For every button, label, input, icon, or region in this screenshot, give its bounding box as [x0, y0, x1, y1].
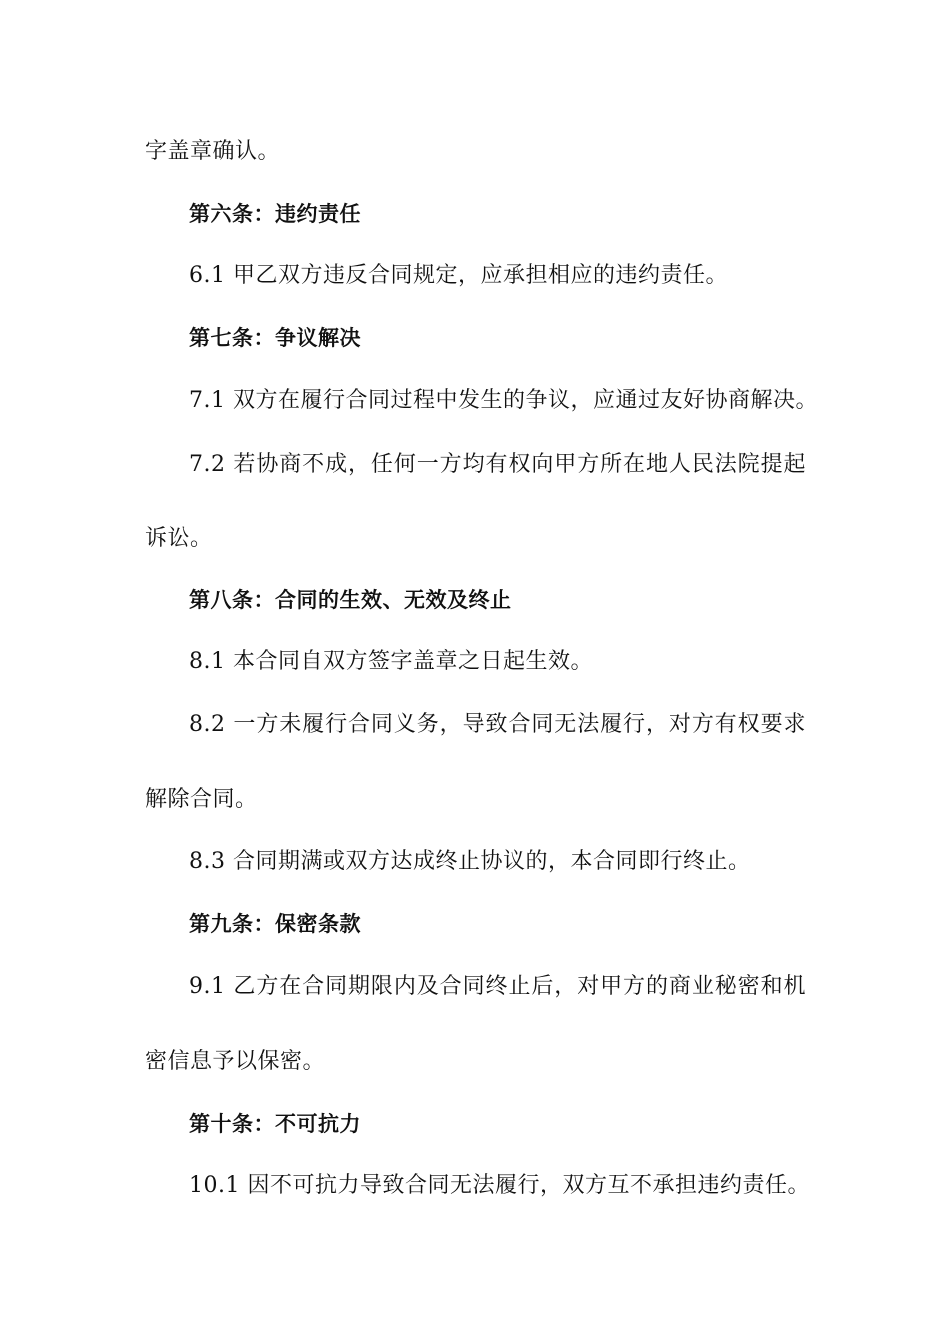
clause-7-2: 7.2 若协商不成，任何一方均有权向甲方所在地人民法院提起 — [189, 452, 806, 477]
clause-9-1-continuation: 密信息予以保密。 — [145, 1049, 326, 1074]
clause-8-2-continuation: 解除合同。 — [145, 787, 258, 812]
heading-article-7: 第七条：争议解决 — [189, 326, 361, 350]
clause-9-1: 9.1 乙方在合同期限内及合同终止后，对甲方的商业秘密和机 — [189, 974, 806, 999]
heading-article-9: 第九条：保密条款 — [189, 912, 361, 936]
clause-6-1: 6.1 甲乙双方违反合同规定，应承担相应的违约责任。 — [189, 263, 728, 288]
clause-8-1: 8.1 本合同自双方签字盖章之日起生效。 — [189, 649, 593, 674]
heading-article-6: 第六条：违约责任 — [189, 202, 361, 226]
heading-article-8: 第八条：合同的生效、无效及终止 — [189, 588, 512, 612]
clause-8-2: 8.2 一方未履行合同义务，导致合同无法履行，对方有权要求 — [189, 712, 806, 737]
paragraph-continuation-5: 字盖章确认。 — [145, 139, 281, 164]
clause-7-1: 7.1 双方在履行合同过程中发生的争议，应通过友好协商解决。 — [189, 388, 818, 413]
clause-8-3: 8.3 合同期满或双方达成终止协议的，本合同即行终止。 — [189, 849, 751, 874]
heading-article-10: 第十条：不可抗力 — [189, 1112, 361, 1136]
clause-7-2-continuation: 诉讼。 — [145, 526, 213, 551]
clause-10-1: 10.1 因不可抗力导致合同无法履行，双方互不承担违约责任。 — [189, 1173, 810, 1198]
